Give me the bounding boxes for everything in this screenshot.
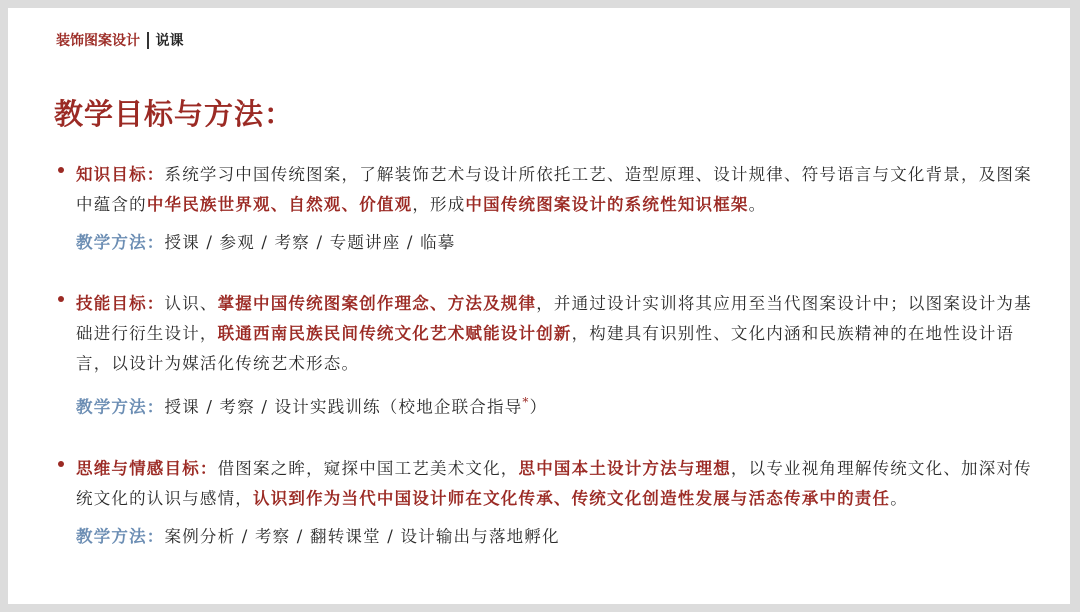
highlight-text: 思中国本土设计方法与理想: [518, 458, 731, 478]
bullet-icon: [58, 167, 64, 173]
text-segment: ，形成: [412, 195, 466, 214]
section-name: 说课: [155, 33, 184, 49]
skill-objective: [58, 289, 1048, 421]
objective-text: [76, 454, 1048, 514]
text-segment: ，并通过设计实训将其应用至当代图案设计中；以图案设计为基础进行衍生设计，: [76, 294, 1032, 343]
teaching-method: [76, 524, 1048, 550]
method-label: 教学方法：: [76, 233, 165, 252]
highlight-text: 联通西南民族民间传统文化艺术赋能设计创新: [217, 324, 572, 343]
thinking-emotion-objective: [58, 454, 1048, 550]
slide: [8, 8, 1070, 604]
highlight-text: 认识到作为当代中国设计师在文化传承、传统文化创造性发展与活态传承中的责任: [253, 488, 891, 508]
method-label: 教学方法：: [76, 397, 165, 417]
objective-text: [76, 289, 1048, 379]
course-name: 装饰图案设计: [56, 33, 140, 49]
teaching-method: [76, 230, 1048, 256]
text-segment: 。: [748, 195, 767, 214]
asterisk-note: *: [522, 395, 530, 409]
header-divider: [147, 32, 149, 49]
bullet-icon: [58, 296, 64, 302]
method-label: 教学方法：: [76, 526, 165, 546]
objective-label: 技能目标：: [76, 294, 165, 313]
page-title: 教学目标与方法：: [54, 97, 295, 131]
method-text-end: ）: [529, 397, 548, 417]
highlight-text: 中国传统图案设计的系统性知识框架: [465, 195, 749, 214]
objective-text: [76, 160, 1048, 220]
text-segment: 系统学习中国传统图案，了解装饰艺术与设计所依托工艺、造型原理、设计规律、符号语言与文化背景，及图案中蕴含的: [76, 165, 1032, 214]
method-text: 授课 / 参观 / 考察 / 专题讲座 / 临摹: [164, 233, 456, 252]
teaching-method: [76, 389, 1048, 421]
bullet-icon: [58, 461, 64, 467]
text-segment: ，以专业视角理解传统文化、加深对传统文化的认识与感情，: [76, 458, 1032, 508]
method-text: 授课 / 考察 / 设计实践训练（校地企联合指导: [164, 397, 523, 417]
text-segment: 认识、: [164, 294, 218, 313]
highlight-text: 中华民族世界观、自然观、价值观: [146, 195, 413, 214]
highlight-text: 掌握中国传统图案创作理念、方法及规律: [217, 294, 537, 313]
method-text: 案例分析 / 考察 / 翻转课堂 / 设计输出与落地孵化: [164, 526, 560, 546]
objective-label: 思维与情感目标：: [76, 458, 218, 478]
breadcrumb: [56, 30, 184, 50]
objective-label: 知识目标：: [76, 165, 165, 184]
text-segment: 借图案之眸，窥探中国工艺美术文化，: [217, 458, 519, 478]
knowledge-objective: [58, 160, 1048, 256]
objectives-list: [58, 160, 1048, 550]
text-segment: ，构建具有识别性、文化内涵和民族精神的在地性设计语言，以设计为媒活化传统艺术形态。: [76, 324, 1015, 373]
text-segment: 。: [890, 488, 908, 508]
